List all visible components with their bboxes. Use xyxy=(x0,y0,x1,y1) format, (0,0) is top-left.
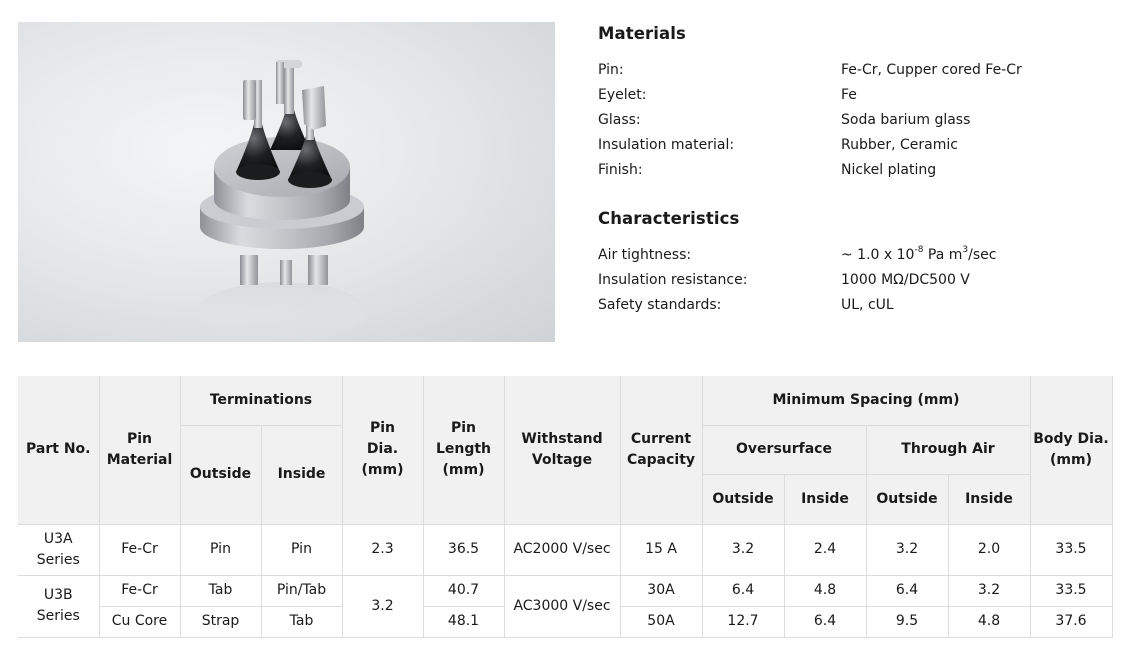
materials-heading: Materials xyxy=(598,24,686,43)
cell-oversurface-outside: 6.4 xyxy=(702,575,784,606)
cell-oversurface-outside: 3.2 xyxy=(702,524,784,575)
cell-current-capacity: 15 A xyxy=(620,524,702,575)
spec-label: Air tightness: xyxy=(598,247,692,263)
material-row-finish xyxy=(598,158,1098,183)
header-withstand-voltage: Withstand Voltage xyxy=(504,376,620,524)
spec-value: Fe xyxy=(841,87,857,103)
spec-value: Rubber, Ceramic xyxy=(841,137,958,153)
material-row-glass xyxy=(598,108,1098,133)
header-oversurface-inside: Inside xyxy=(784,474,866,524)
cell-through-air-inside: 2.0 xyxy=(948,524,1030,575)
spec-label: Insulation material: xyxy=(598,137,735,153)
cell-part-no: U3B Series xyxy=(18,575,99,637)
header-term-outside: Outside xyxy=(180,425,261,524)
header-pin-length: Pin Length (mm) xyxy=(423,376,504,524)
cell-oversurface-inside: 4.8 xyxy=(784,575,866,606)
spec-value: Fe-Cr, Cupper cored Fe-Cr xyxy=(841,62,1022,78)
cell-term-inside: Tab xyxy=(261,606,342,637)
cell-term-outside: Pin xyxy=(180,524,261,575)
cell-pin-length: 40.7 xyxy=(423,575,504,606)
cell-part-no: U3A Series xyxy=(18,524,99,575)
materials-list xyxy=(598,58,1098,183)
spec-label: Finish: xyxy=(598,162,643,178)
cell-term-inside: Pin xyxy=(261,524,342,575)
header-current-capacity: Current Capacity xyxy=(620,376,702,524)
cell-body-dia: 33.5 xyxy=(1030,575,1112,606)
table-row-u3b-fecr xyxy=(18,575,1112,606)
cell-pin-length: 48.1 xyxy=(423,606,504,637)
spec-value: Soda barium glass xyxy=(841,112,971,128)
cell-through-air-outside: 9.5 xyxy=(866,606,948,637)
header-through-air-outside: Outside xyxy=(866,474,948,524)
cell-current-capacity: 30A xyxy=(620,575,702,606)
material-row-insulation xyxy=(598,133,1098,158)
cell-through-air-outside: 6.4 xyxy=(866,575,948,606)
cell-pin-material: Fe-Cr xyxy=(99,524,180,575)
cell-body-dia: 33.5 xyxy=(1030,524,1112,575)
cell-pin-material: Fe-Cr xyxy=(99,575,180,606)
characteristic-row-safety-standards xyxy=(598,293,1098,318)
header-oversurface-outside: Outside xyxy=(702,474,784,524)
header-terminations: Terminations xyxy=(180,376,342,425)
characteristic-row-insulation-resistance xyxy=(598,268,1098,293)
cell-oversurface-inside: 2.4 xyxy=(784,524,866,575)
spec-value: ~ 1.0 x $10^{-8}$ Pa $m^3/\sec$ xyxy=(841,245,997,263)
material-row-pin xyxy=(598,58,1098,83)
cell-pin-material: Cu Core xyxy=(99,606,180,637)
header-term-inside: Inside xyxy=(261,425,342,524)
spec-label: Glass: xyxy=(598,112,641,128)
cell-oversurface-inside: 6.4 xyxy=(784,606,866,637)
spec-label: Eyelet: xyxy=(598,87,647,103)
cell-pin-dia: 2.3 xyxy=(342,524,423,575)
cell-through-air-outside: 3.2 xyxy=(866,524,948,575)
table-row-u3a xyxy=(18,524,1112,575)
cell-withstand-voltage: AC2000 V/sec xyxy=(504,524,620,575)
header-through-air-inside: Inside xyxy=(948,474,1030,524)
cell-term-outside: Strap xyxy=(180,606,261,637)
characteristics-heading: Characteristics xyxy=(598,209,740,228)
cell-term-inside: Pin/Tab xyxy=(261,575,342,606)
spec-label: Safety standards: xyxy=(598,297,722,313)
cell-through-air-inside: 4.8 xyxy=(948,606,1030,637)
cell-pin-dia: 3.2 xyxy=(342,575,423,637)
spec-label: Insulation resistance: xyxy=(598,272,748,288)
header-through-air: Through Air xyxy=(866,425,1030,474)
header-pin-material: Pin Material xyxy=(99,376,180,524)
spec-value: Nickel plating xyxy=(841,162,937,178)
product-image xyxy=(18,22,555,342)
header-oversurface: Oversurface xyxy=(702,425,866,474)
cell-oversurface-outside: 12.7 xyxy=(702,606,784,637)
specifications-panel xyxy=(598,22,1098,318)
cell-current-capacity: 50A xyxy=(620,606,702,637)
hermetic-terminal-illustration xyxy=(18,22,555,342)
characteristic-row-air-tightness xyxy=(598,243,1098,268)
cell-body-dia: 37.6 xyxy=(1030,606,1112,637)
header-pin-dia: Pin Dia. (mm) xyxy=(342,376,423,524)
product-spec-table xyxy=(18,376,1113,638)
cell-through-air-inside: 3.2 xyxy=(948,575,1030,606)
spec-value: 1000 MΩ/DC500 V xyxy=(841,272,970,288)
characteristics-list xyxy=(598,243,1098,318)
cell-pin-length: 36.5 xyxy=(423,524,504,575)
header-minimum-spacing: Minimum Spacing (mm) xyxy=(702,376,1030,425)
material-row-eyelet xyxy=(598,83,1098,108)
spec-value: UL, cUL xyxy=(841,297,894,313)
spec-label: Pin: xyxy=(598,62,624,78)
header-part-no: Part No. xyxy=(18,376,99,524)
cell-withstand-voltage: AC3000 V/sec xyxy=(504,575,620,637)
cell-term-outside: Tab xyxy=(180,575,261,606)
header-body-dia: Body Dia. (mm) xyxy=(1030,376,1112,524)
